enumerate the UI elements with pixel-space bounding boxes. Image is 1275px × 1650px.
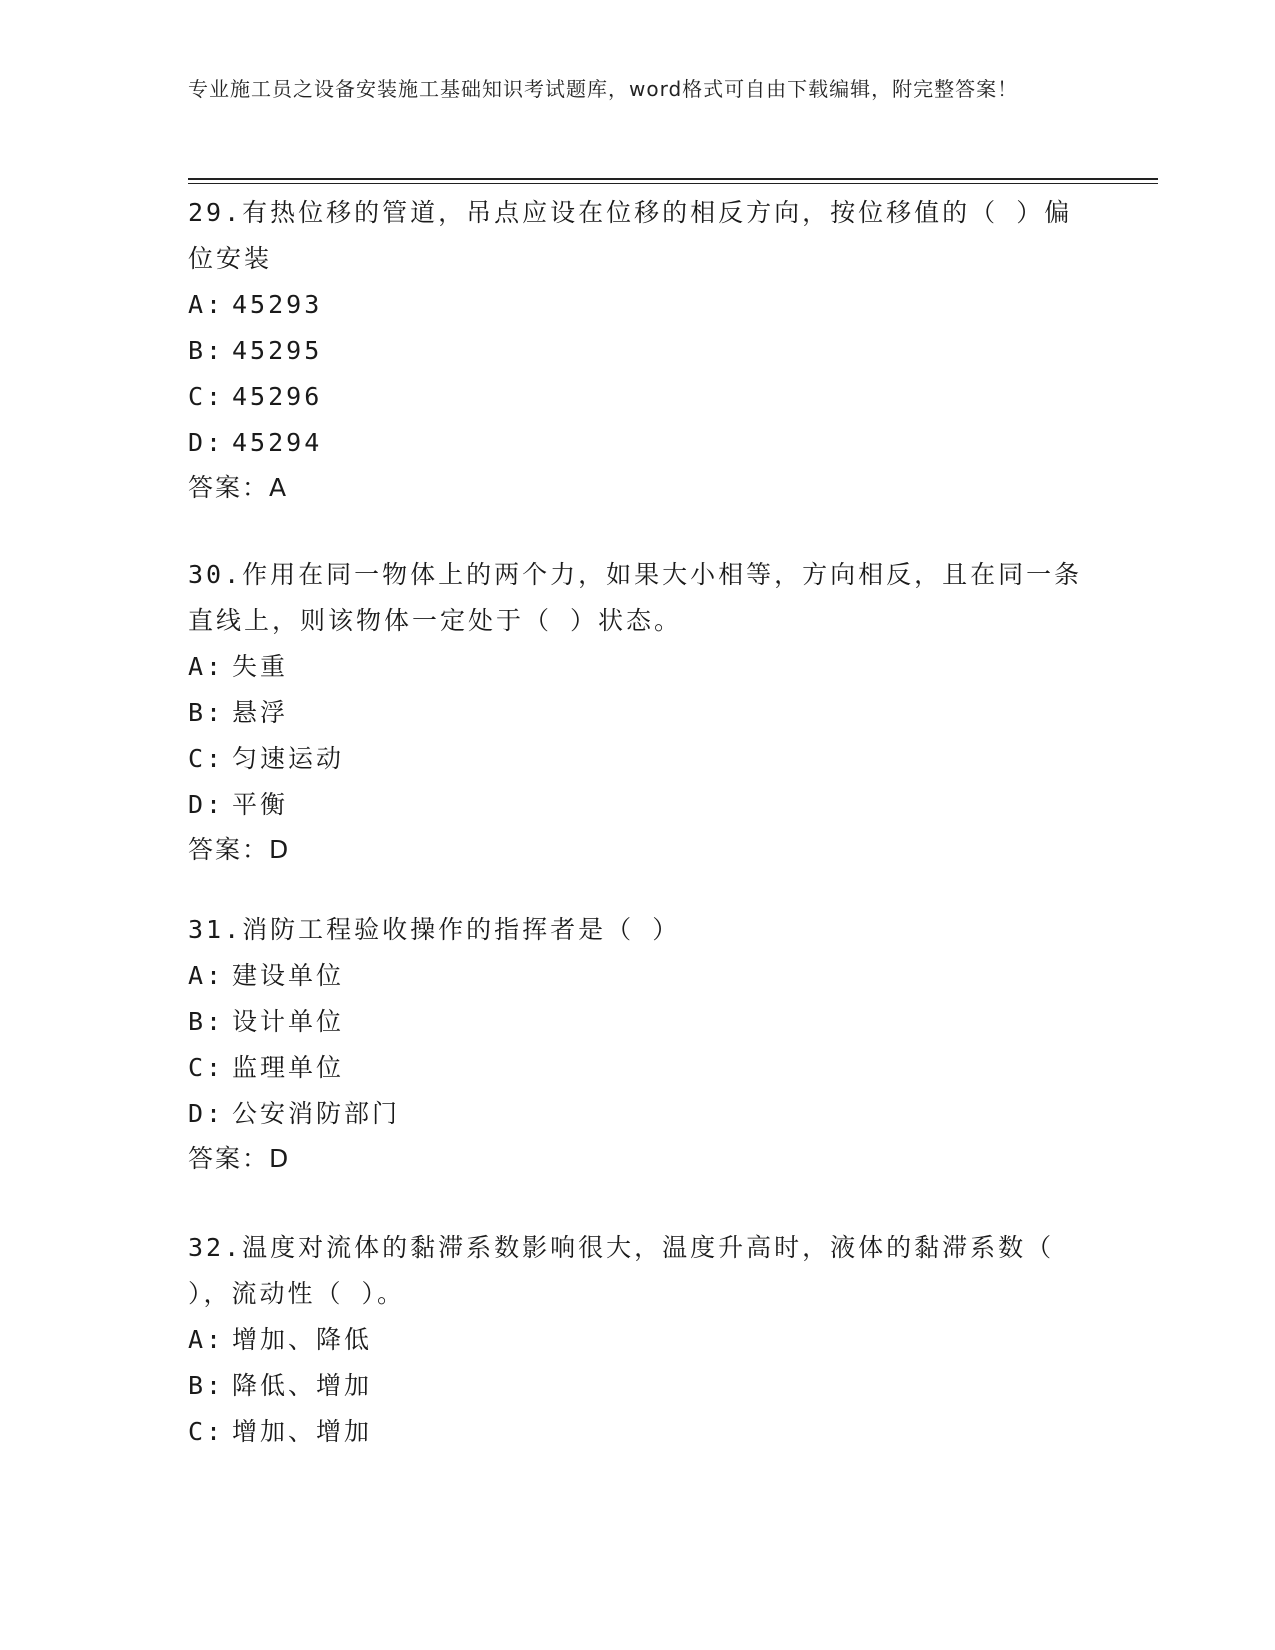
option-text: 增加、降低 xyxy=(232,1325,373,1354)
option-a xyxy=(188,953,1088,999)
question-31 xyxy=(188,907,1088,1181)
option-b xyxy=(188,999,1088,1045)
option-letter: B: xyxy=(188,1007,225,1036)
option-letter: C: xyxy=(188,382,225,411)
option-letter: B: xyxy=(188,1371,225,1400)
option-text: 增加、增加 xyxy=(232,1417,373,1446)
option-a xyxy=(188,1317,1088,1363)
option-letter: C: xyxy=(188,1417,225,1446)
document-header: 专业施工员之设备安装施工基础知识考试题库，word格式可自由下载编辑，附完整答案！ xyxy=(188,77,1019,101)
option-text: 公安消防部门 xyxy=(232,1099,401,1128)
option-text: 建设单位 xyxy=(232,961,345,990)
option-text: 监理单位 xyxy=(232,1053,345,1082)
option-letter: D: xyxy=(188,428,225,457)
option-text: 平衡 xyxy=(232,790,289,819)
answer: 答案：A xyxy=(188,473,289,502)
option-letter: A: xyxy=(188,961,225,990)
option-c xyxy=(188,1045,1088,1091)
option-text: 45296 xyxy=(232,382,323,411)
option-b xyxy=(188,690,1088,736)
option-letter: B: xyxy=(188,698,225,727)
question-stem: 30.作用在同一物体上的两个力，如果大小相等，方向相反，且在同一条直线上，则该物体一定处于（ ）状态。 xyxy=(188,560,1083,635)
option-a xyxy=(188,282,1088,328)
option-letter: D: xyxy=(188,790,225,819)
option-d xyxy=(188,420,1088,466)
option-text: 失重 xyxy=(232,652,289,681)
option-text: 45295 xyxy=(232,336,323,365)
answer: 答案：D xyxy=(188,1144,291,1173)
option-text: 45293 xyxy=(232,290,323,319)
option-b xyxy=(188,328,1088,374)
question-stem: 29.有热位移的管道，吊点应设在位移的相反方向，按位移值的（ ）偏位安装 xyxy=(188,198,1073,273)
option-letter: C: xyxy=(188,744,225,773)
question-30 xyxy=(188,552,1088,872)
header-divider-thin xyxy=(188,183,1158,184)
option-letter: C: xyxy=(188,1053,225,1082)
option-text: 设计单位 xyxy=(232,1007,345,1036)
option-c xyxy=(188,374,1088,420)
answer: 答案：D xyxy=(188,835,291,864)
option-c xyxy=(188,1409,1088,1455)
question-32 xyxy=(188,1225,1088,1455)
option-c xyxy=(188,736,1088,782)
option-b xyxy=(188,1363,1088,1409)
option-letter: A: xyxy=(188,290,225,319)
option-text: 匀速运动 xyxy=(232,744,345,773)
header-divider-thick xyxy=(188,178,1158,180)
question-stem: 31.消防工程验收操作的指挥者是（ ） xyxy=(188,915,681,944)
option-text: 降低、增加 xyxy=(232,1371,373,1400)
option-letter: A: xyxy=(188,1325,225,1354)
question-29 xyxy=(188,190,1088,510)
option-a xyxy=(188,644,1088,690)
option-d xyxy=(188,1091,1088,1137)
option-letter: D: xyxy=(188,1099,225,1128)
option-letter: B: xyxy=(188,336,225,365)
option-text: 悬浮 xyxy=(232,698,289,727)
option-d xyxy=(188,782,1088,828)
option-text: 45294 xyxy=(232,428,323,457)
option-letter: A: xyxy=(188,652,225,681)
question-stem: 32.温度对流体的黏滞系数影响很大，温度升高时，液体的黏滞系数（ ），流动性（ ）。 xyxy=(188,1233,1055,1308)
